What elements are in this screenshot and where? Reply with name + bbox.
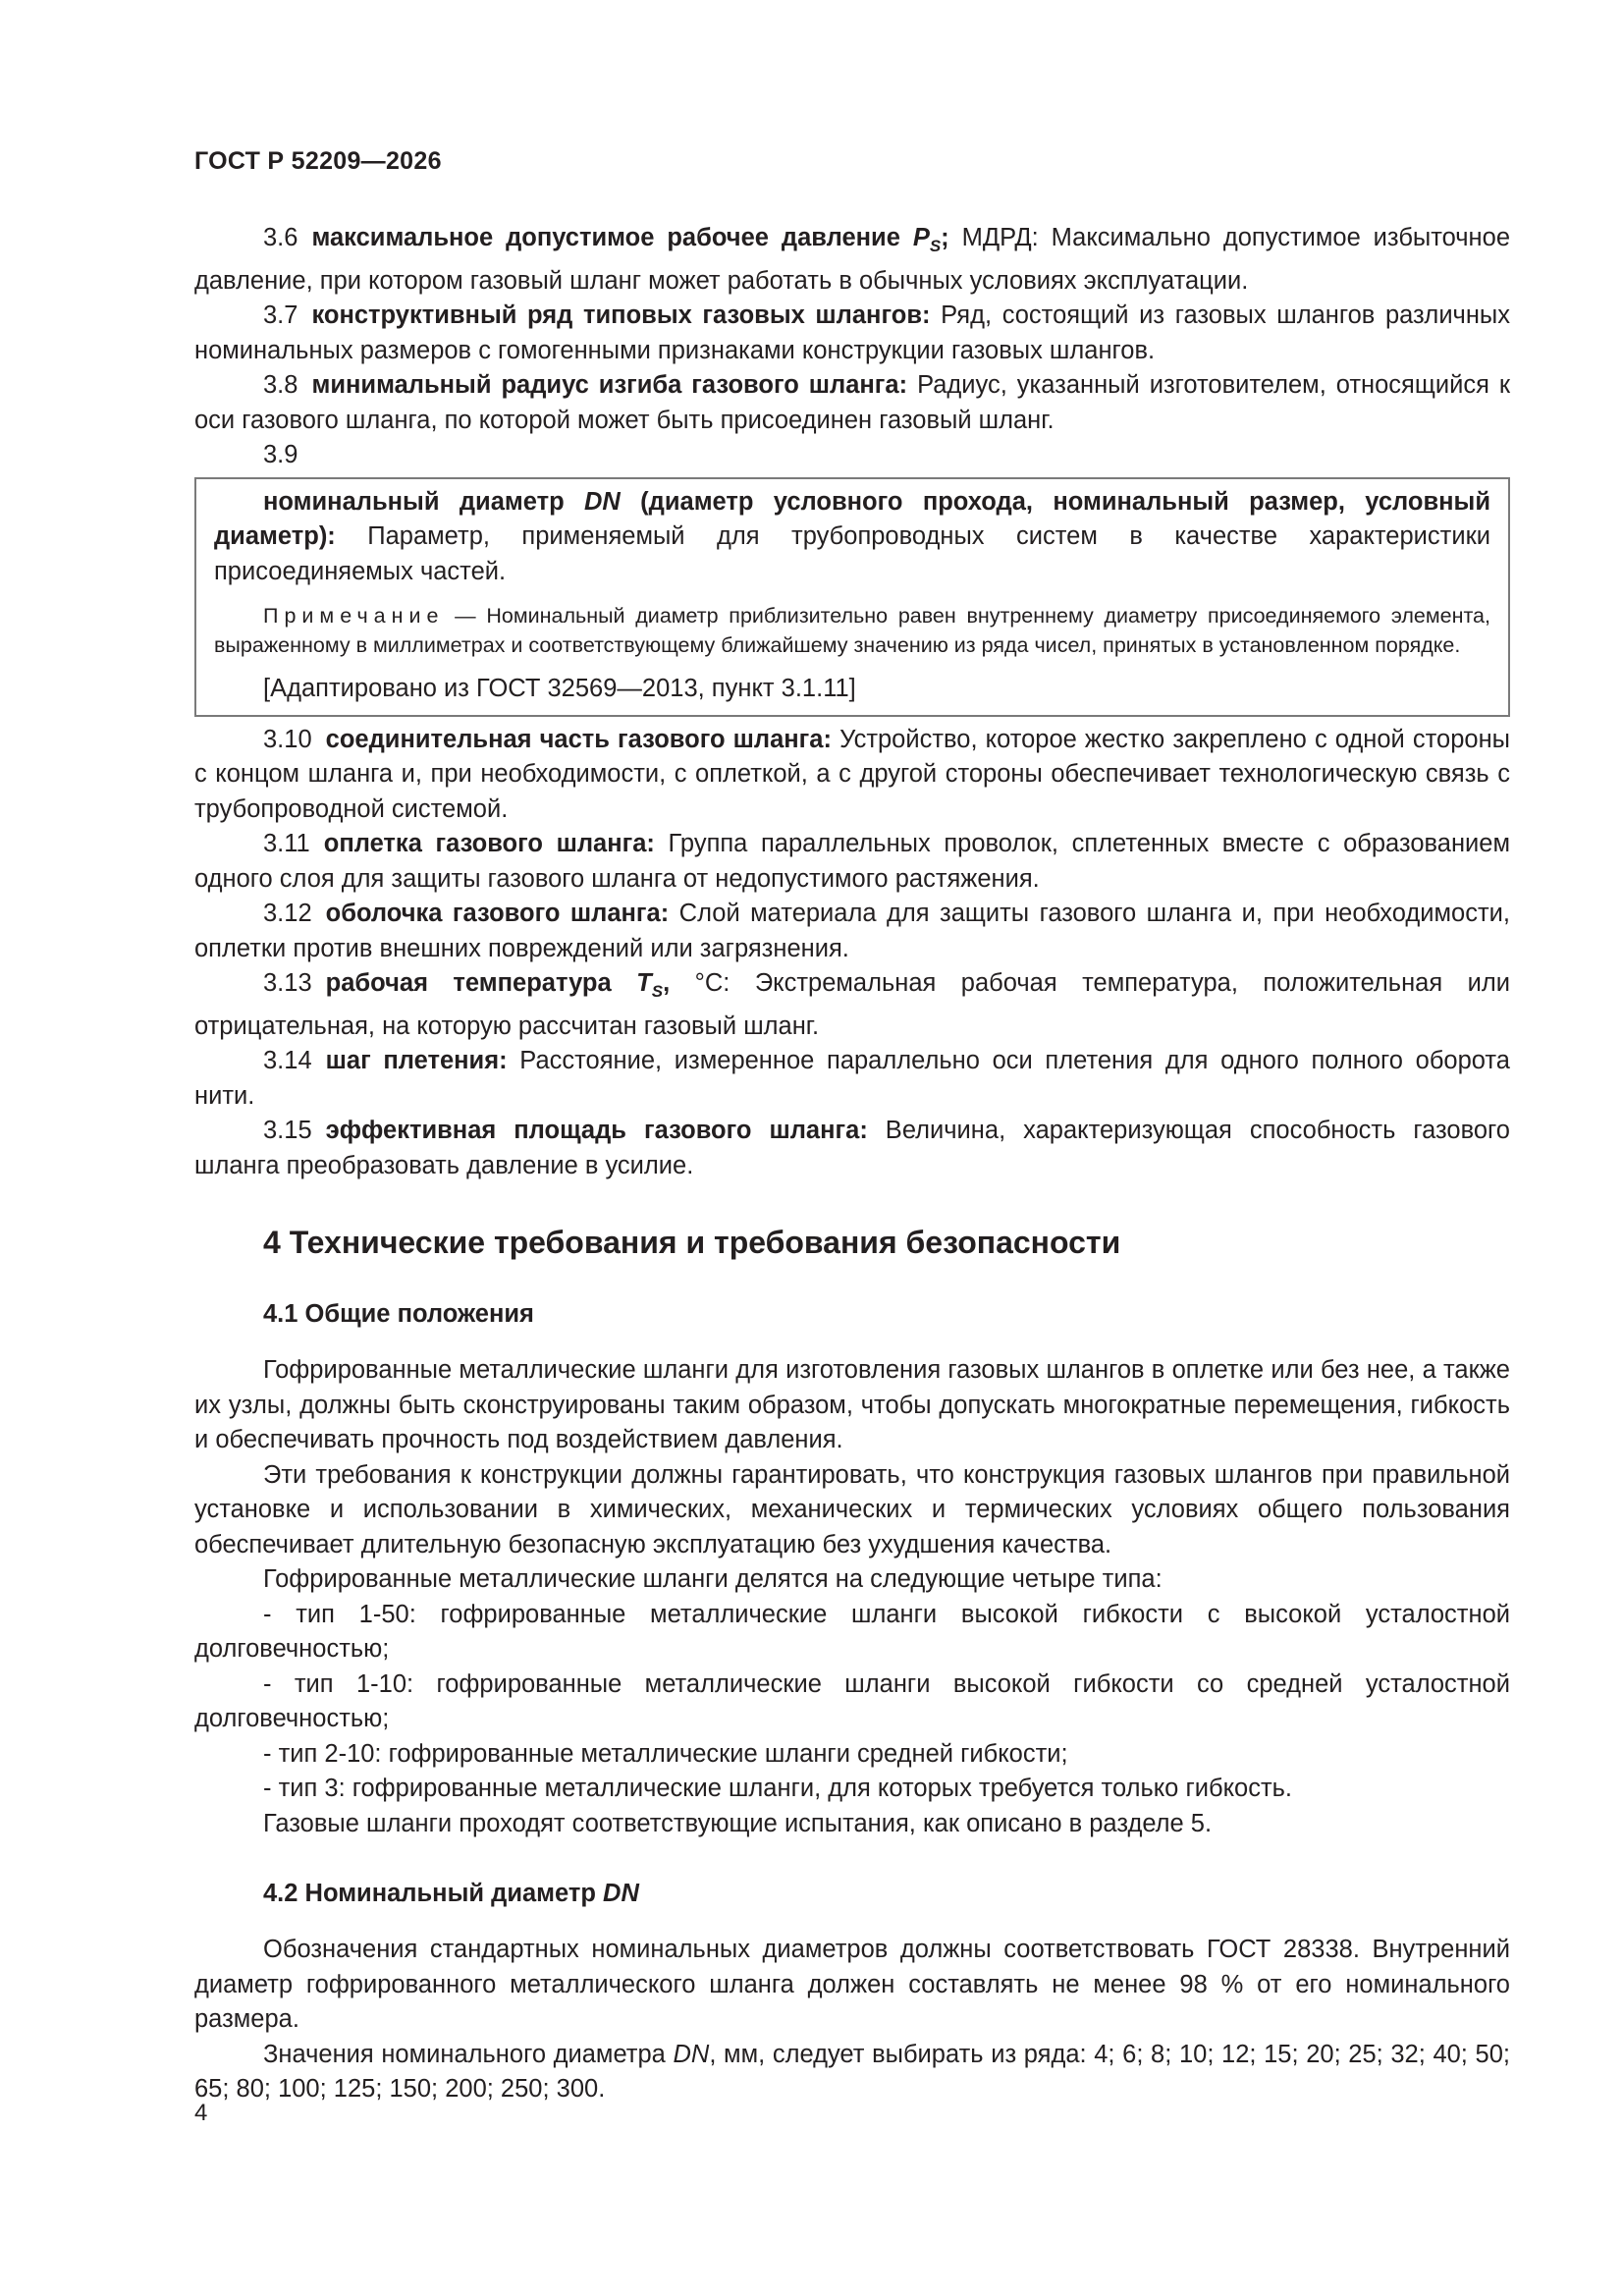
term-3-12: 3.12 оболочка газового шланга: Слой материала для защиты газового шланга и, при необходимости, оплетки против внешних повреждений или загрязнения. xyxy=(194,900,1510,962)
term-3-9-number: 3.9 xyxy=(263,441,298,468)
term-3-10: 3.10 соединительная часть газового шланга: Устройство, которое жестко закреплено с одной стороны с концом шланга и, при необходимости, с оплеткой, а с другой стороны обеспечивает технологическую связь с трубопроводной системой. xyxy=(194,725,1510,823)
term-3-13: 3.13 рабочая температура $T_S$, °С: Экстремальная рабочая температура, положительная или отрицательная, на которую рассчитан газовый шланг. xyxy=(194,969,1510,1040)
term-3-9-note: Примечание — Номинальный диаметр приблизительно равен внутреннему диаметру присоединяемого элемента, выраженному в миллиметрах и соответствующему ближайшему значению из ряда чисел, принятых в установленном порядке. xyxy=(214,604,1490,657)
paragraph: Гофрированные металлические шланги делятся на следующие четыре типа: xyxy=(263,1565,1163,1593)
note-label: Примечание xyxy=(263,604,445,628)
document-body xyxy=(194,221,1510,2107)
term-3-15: 3.15 эффективная площадь газового шланга: Величина, характеризующая способность газового шланга преобразовать давление в усилие. xyxy=(194,1117,1510,1179)
document-header: ГОСТ Р 52209—2026 xyxy=(194,147,442,175)
list-item: - тип 3: гофрированные металлические шланги, для которых требуется только гибкость. xyxy=(263,1775,1293,1802)
section-4-1-heading: 4.1 Общие положения xyxy=(263,1300,534,1328)
list-item: - тип 1-10: гофрированные металлические шланги высокой гибкости со средней усталостной долговечностью; xyxy=(194,1669,1510,1732)
term-3-9-box xyxy=(194,477,1510,717)
list-item: - тип 2-10: гофрированные металлические шланги средней гибкости; xyxy=(263,1739,1068,1768)
term-3-7: 3.7 конструктивный ряд типовых газовых шлангов: Ряд, состоящий из газовых шлангов различных номинальных размеров с гомогенными признаками конструкции газовых шлангов. xyxy=(194,301,1511,364)
section-4-2-heading: 4.2 Номинальный диаметр DN xyxy=(263,1880,639,1907)
paragraph: Обозначения стандартных номинальных диаметров должны соответствовать ГОСТ 28338. Внутренний диаметр гофрированного металлического шланга должен составлять не менее 98 % от его номинального размера. xyxy=(194,1936,1510,2033)
page-number: 4 xyxy=(194,2100,208,2126)
term-3-9-definition: номинальный диаметр DN (диаметр условного прохода, номинальный размер, условный диаметр): Параметр, применяемый для трубопроводных систем в качестве характеристики присоединяемых частей. xyxy=(214,487,1490,585)
term-3-14: 3.14 шаг плетения: Расстояние, измеренное параллельно оси плетения для одного полного оборота нити. xyxy=(194,1047,1510,1110)
paragraph: Газовые шланги проходят соответствующие испытания, как описано в разделе 5. xyxy=(263,1809,1213,1837)
term-3-11: 3.11 оплетка газового шланга: Группа параллельных проволок, сплетенных вместе с образованием одного слоя для защиты газового шланга от недопустимого растяжения. xyxy=(194,830,1510,893)
section-4-heading: 4 Технические требования и требования безопасности xyxy=(263,1225,1121,1260)
paragraph: Гофрированные металлические шланги для изготовления газовых шлангов в оплетке или без нее, а также их узлы, должны быть сконструированы таким образом, чтобы допускать многократные перемещения, гибкость и обеспечивать прочность под воздействием давления. xyxy=(194,1356,1510,1453)
term-3-6: 3.6 максимальное допустимое рабочее давление $P_S$; МДРД: Максимально допустимое избыточное давление, при котором газовый шланг может работать в обычных условиях эксплуатации. xyxy=(194,224,1510,295)
term-3-9-source: [Адаптировано из ГОСТ 32569—2013, пункт 3.1.11] xyxy=(263,675,856,702)
paragraph: Эти требования к конструкции должны гарантировать, что конструкция газовых шлангов при правильной установке и использовании в химических, механических и термических условиях общего пользования обеспечивает длительную безопасную эксплуатацию без ухудшения качества. xyxy=(194,1460,1510,1558)
list-item: - тип 1-50: гофрированные металлические шланги высокой гибкости с высокой усталостной долговечностью; xyxy=(194,1600,1510,1663)
paragraph: Значения номинального диаметра DN, мм, следует выбирать из ряда: 4; 6; 8; 10; 12; 15; 20; 25; 32; 40; 50; 65; 80; 100; 125; 150; 200; 250; 300. xyxy=(194,2040,1510,2103)
term-3-8: 3.8 минимальный радиус изгиба газового шланга: Радиус, указанный изготовителем, относящийся к оси газового шланга, по которой может быть присоединен газовый шланг. xyxy=(194,371,1510,434)
